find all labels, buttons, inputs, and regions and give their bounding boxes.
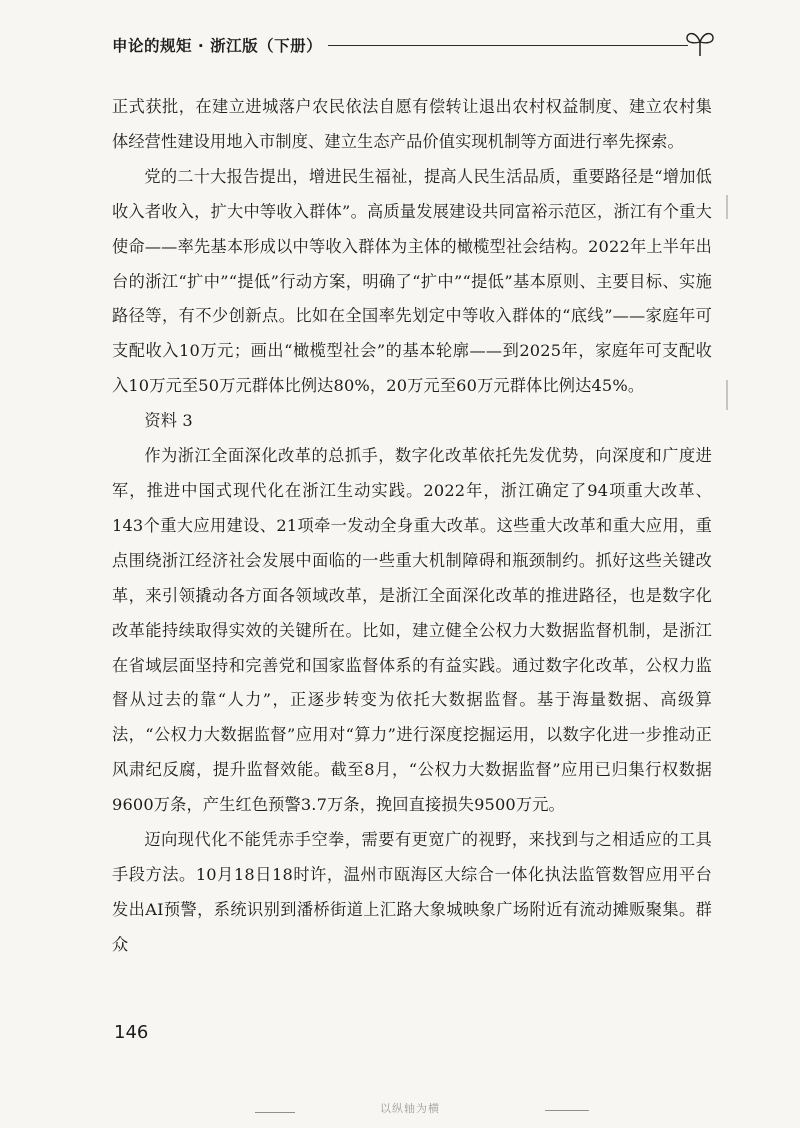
paragraph-income-groups: 党的二十大报告提出，增进民生福祉，提高人民生活品质，重要路径是“增加低收入者收入，扩大中等收入群体”。高质量发展建设共同富裕示范区，浙江有个重大使命——率先基本形成以中等收入群体为主体的橄榄型社会结构。2022年上半年出台的浙江“扩中”“提低”行动方案，明确了“扩中”“提低”基本原则、主要目标、实施路径等，有不少创新点。比如在全国率先划定中等收入群体的“底线”——家庭年可支配收入10万元；画出“橄榄型社会”的基本轮廓——到2025年，家庭年可支配收入10万元至50万元群体比例达80%，20万元至60万元群体比例达45%。 (112, 166, 712, 396)
paragraph-digital-reform: 作为浙江全面深化改革的总抓手，数字化改革依托先发优势，向深度和广度进军，推进中国式现代化在浙江生动实践。2022年，浙江确定了94项重大改革、143个重大应用建设、21项牵一发动全身重大改革。这些重大改革和重大应用，重点围绕浙江经济社会发展中面临的一些重大机制障碍和瓶颈制约。抓好这些关键改革，来引领撬动各方面各领域改革，是浙江全面深化改革的推进路径，也是数字化改革能持续取得实效的关键所在。比如，建立健全公权力大数据监督机制，是浙江在省域层面坚持和完善党和国家监督体系的有益实践。通过数字化改革，公权力监督从过去的靠“人力”，正逐步转变为依托大数据监督。基于海量数据、高级算法，“公权力大数据监督”应用对“算力”进行深度挖掘运用，以数字化进一步推动正风肃纪反腐，提升监督效能。截至8月，“公权力大数据监督”应用已归集行权数据9600万条，产生红色预警3.7万条，挽回直接损失9500万元。 (112, 446, 712, 815)
running-header (112, 28, 712, 64)
scan-artifact (255, 1112, 295, 1113)
body-text (112, 90, 712, 963)
paragraph-continuation: 正式获批，在建立进城落户农民依法自愿有偿转让退出农村权益制度、建立农村集体经营性建设用地入市制度、建立生态产品价值实现机制等方面进行率先探索。 (112, 97, 712, 151)
paragraph-modernization-tools: 迈向现代化不能凭赤手空拳，需要有更宽广的视野，来找到与之相适应的工具手段方法。10月18日18时许，温州市瓯海区大综合一体化执法监管数智应用平台发出AI预警，系统识别到潘桥街道上汇路大象城映象广场附近有流动摊贩聚集。群众 (112, 830, 712, 954)
book-title: 申论的规矩 · 浙江版（下册） (112, 37, 323, 55)
footer-stamp: 以纵轴为横 (380, 1102, 440, 1115)
page-number: 146 (114, 1022, 149, 1043)
scan-artifact (545, 1110, 589, 1111)
margin-mark (726, 195, 728, 219)
margin-mark (726, 380, 728, 410)
source-material-label: 资料 3 (144, 411, 193, 431)
header-rule (328, 45, 688, 46)
sprout-icon (684, 28, 716, 58)
